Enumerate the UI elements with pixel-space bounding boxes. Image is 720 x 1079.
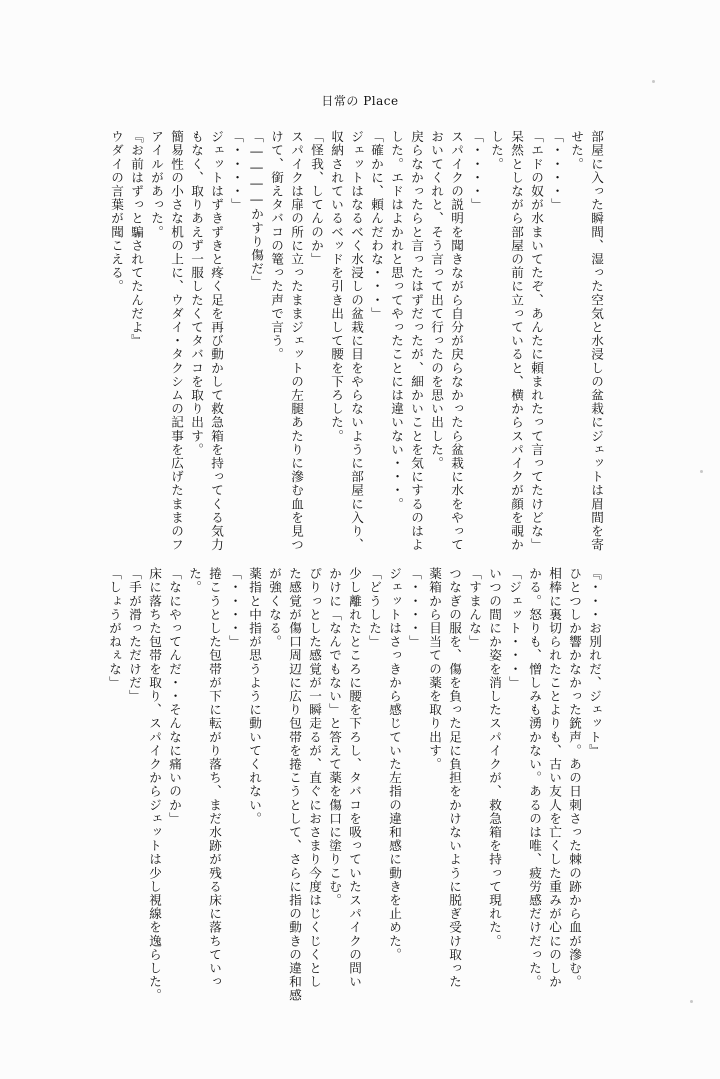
text-line: ウダイの言葉が聞こえる。 [109,130,124,294]
text-line: ジェットはさっきから感じていた左指の違和感に動きを止めた。 [387,567,402,962]
text-line: 収納されているベッドを引き出して腰を下ろした。 [329,130,344,443]
text-line: かけに「なんでもない」と答えて薬を傷口に塗りこむ。 [327,567,342,907]
text-line: アイルがあった。 [149,130,164,239]
text-line: 「なにやってんだ・・そんなに痛いのか」 [167,567,182,826]
text-line: た。 [187,567,202,595]
text-line: ジェットはなるべく水浸しの盆栽に目をやらないように部屋に入り、 [349,130,364,552]
text-line: ひとつしか響かなかった銃声。あの日刺さった棘の跡から血が滲む。 [567,567,582,989]
text-line: 呆然としながら部屋の前に立っていると、横からスパイクが顔を覗か [509,130,524,552]
scan-speck [700,470,703,473]
text-line: 「手が滑っただけだ」 [127,567,142,703]
text-line: おいてくれと、そう言って出て行ったのを思い出した。 [429,130,444,470]
text-line: スパイクの説明を聞きながら自分が戻らなかったら盆栽に水をやって [449,130,464,552]
text-line: 薬指と中指が思うように動いてくれない。 [247,567,262,826]
text-line: ぴりっとした感覚が一瞬走るが、直ぐにおさまり今度はじくじくとし [307,567,322,989]
text-line: 「エドの奴が水まいてたぞ、あんたに頼まれたって言ってたけどな」 [529,130,544,552]
scan-speck [690,1000,693,1003]
text-line: 「・・・・」 [227,567,242,649]
text-line: ジェットはずきずきと疼く足を再び動かして救急箱を持ってくる気力 [209,130,224,552]
text-line: 捲こうとした包帯が下に転がり落ち、まだ水跡が残る床に落ちていっ [207,567,222,989]
scan-speck [652,80,655,83]
text-line: 『お前はずっと騙されてたんだよ』 [129,130,144,348]
text-line: 薬箱から目当ての薬を取り出す。 [427,567,442,771]
text-line: いつの間にか姿を消したスパイクが、救急箱を持って現れた。 [487,567,502,948]
text-line: 「確かに、頼んだわな・・・」 [369,130,384,321]
text-line: 「どうした」 [367,567,382,649]
text-line: 「・・・・」 [229,130,244,212]
text-line: した。エドはよかれと思ってやったことには違いない・・・。 [389,130,404,511]
text-line: 「すまんな」 [467,567,482,649]
text-line: 「しょうがねぇな」 [107,567,122,690]
text-line: 「・・・・」 [549,130,564,212]
text-line: 戻らなかったらと言ったはずだったが、細かいことを気にするのはよ [409,130,424,552]
text-line: 少し離れたところに腰を下ろし、タバコを吸っていたスパイクの問い [347,567,362,989]
text-line: スパイクは扉の所に立ったままジェットの左腿あたりに滲む血を見つ [289,130,304,552]
text-line: せた。 [569,130,584,171]
text-line: 「ジェット・・・」 [507,567,522,690]
text-line: 「怪我、してんのか」 [309,130,324,266]
text-line: つなぎの服を、傷を負った足に負担をかけないように脱ぎ受け取った [447,567,462,989]
upper-text-block [109,130,606,552]
text-line: 「・・・・」 [407,567,422,649]
text-line: 床に落ちた包帯を取り、スパイクからジェットは少し視線を逸らした。 [147,567,162,1003]
text-line: もなく、取りあえず一服したくてタバコを取り出す。 [189,130,204,457]
text-line: 「・・・・」 [469,130,484,212]
text-line: 相棒に裏切られたことよりも、古い友人を亡くした重みが心にのしか [547,567,562,989]
text-line: 「――――かすり傷だ」 [249,130,264,290]
text-line: た感覚が傷口周辺に広り包帯を捲こうとして、さらに指の動きの違和感 [287,567,302,1003]
text-line: 『・・・お別れだ、ジェット』 [587,567,602,758]
text-line: けて、銜えタバコの篭った声で言う。 [269,130,284,362]
text-line: した。 [489,130,504,171]
text-line: かる。怒りも、憎しみも湧かない。あるのは唯、疲労感だけだった。 [527,567,542,989]
page-header: 日常の Place [321,94,399,108]
text-line: が強くなる。 [267,567,282,649]
text-line: 部屋に入った瞬間、湿った空気と水浸しの盆栽にジェットは眉間を寄 [589,130,604,552]
lower-text-block [84,567,604,1003]
text-line: 簡易性の小さな机の上に、ウダイ・タクシムの記事を広げたままのフ [169,130,184,552]
